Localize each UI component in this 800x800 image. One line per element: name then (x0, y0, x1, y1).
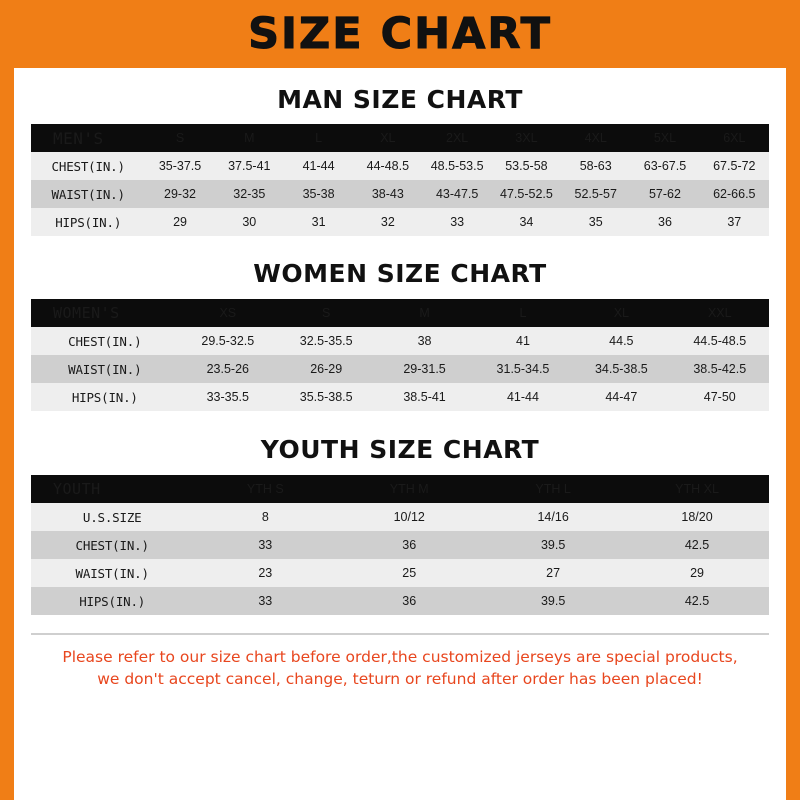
cell: 44-47 (605, 390, 638, 404)
col-header: S (322, 306, 331, 320)
cell: 44.5-48.5 (693, 334, 747, 348)
row-label: CHEST(IN.) (51, 158, 125, 174)
cell: 67.5-72 (713, 159, 756, 173)
row-label: WAIST(IN.) (51, 186, 125, 202)
footer-note (31, 633, 769, 691)
col-header: L (315, 131, 323, 145)
section-youth (31, 435, 769, 615)
cell: 39.5 (540, 594, 566, 608)
cell: 35-38 (302, 187, 335, 201)
col-header: YTH S (246, 482, 284, 496)
cell: 23.5-26 (206, 362, 249, 376)
cell: 48.5-53.5 (430, 159, 484, 173)
cell: 29 (173, 215, 187, 229)
cell: 38.5-42.5 (693, 362, 747, 376)
cell: 29-31.5 (403, 362, 446, 376)
cell: 25 (402, 566, 417, 580)
section-women (31, 259, 769, 411)
cell: 35-37.5 (158, 159, 202, 173)
table-row (31, 180, 769, 208)
cell: 37 (727, 215, 742, 229)
table-row (31, 383, 769, 411)
cell: 42.5 (684, 594, 710, 608)
table-row (31, 355, 769, 383)
cell: 38-43 (371, 187, 404, 201)
cell: 52.5-57 (574, 187, 617, 201)
row-label: U.S.SIZE (82, 509, 142, 525)
cell: 33 (258, 538, 273, 552)
table-row (31, 531, 769, 559)
cell: 39.5 (540, 538, 566, 552)
col-header: YOUTH (53, 480, 101, 498)
men-size-table (31, 124, 769, 236)
row-label: WAIST(IN.) (68, 361, 142, 377)
cell: 33-35.5 (206, 390, 249, 404)
col-header: XL (613, 306, 629, 320)
cell: 42.5 (684, 538, 710, 552)
row-label: HIPS(IN.) (55, 214, 122, 230)
cell: 38 (417, 334, 432, 348)
cell: 18/20 (681, 510, 713, 524)
cell: 33 (258, 594, 273, 608)
cell: 29.5-32.5 (201, 334, 255, 348)
cell: 43-47.5 (435, 187, 479, 201)
row-label: CHEST(IN.) (75, 537, 149, 553)
cell: 44.5 (609, 334, 634, 348)
cell: 53.5-58 (505, 159, 548, 173)
cell: 58-63 (579, 159, 612, 173)
cell: 44-48.5 (366, 159, 410, 173)
cell: 38.5-41 (403, 390, 446, 404)
cell: 31.5-34.5 (496, 362, 550, 376)
cell: 35 (588, 215, 603, 229)
cell: 29-32 (164, 187, 196, 201)
col-header: XXL (707, 306, 732, 320)
cell: 32.5-35.5 (299, 334, 353, 348)
cell: 57-62 (648, 187, 681, 201)
col-header: M (419, 306, 430, 320)
footer-note-line1: Please refer to our size chart before order,the customized jerseys are special products, (62, 648, 738, 666)
table-row (31, 327, 769, 355)
cell: 32 (380, 215, 395, 229)
cell: 10/12 (393, 510, 425, 524)
col-header: 3XL (515, 131, 538, 145)
cell: 23 (258, 566, 273, 580)
col-header: 6XL (723, 131, 746, 145)
row-label: CHEST(IN.) (68, 333, 142, 349)
row-label: HIPS(IN.) (71, 389, 138, 405)
footer-note-line2: we don't accept cancel, change, teturn or refund after order has been placed! (97, 670, 703, 689)
col-header: XS (219, 306, 237, 320)
col-header: L (519, 306, 527, 320)
women-size-table (31, 299, 769, 411)
cell: 27 (546, 566, 561, 580)
table-row (31, 587, 769, 615)
cell: 37.5-41 (228, 159, 271, 173)
col-header: M (244, 131, 255, 145)
col-header: WOMEN'S (53, 304, 120, 322)
table-row (31, 208, 769, 236)
col-header: 4XL (584, 131, 607, 145)
cell: 34.5-38.5 (594, 362, 648, 376)
section-title-men: MAN SIZE CHART (277, 85, 523, 114)
cell: 36 (658, 215, 672, 229)
row-label: HIPS(IN.) (79, 593, 146, 609)
cell: 47.5-52.5 (500, 187, 553, 201)
cell: 14/16 (537, 510, 569, 524)
youth-size-table (31, 475, 769, 615)
col-header: S (175, 131, 185, 145)
cell: 36 (402, 538, 417, 552)
table-row (31, 559, 769, 587)
cell: 41 (516, 334, 530, 348)
cell: 30 (242, 215, 257, 229)
cell: 62-66.5 (713, 187, 756, 201)
col-header: 5XL (653, 131, 677, 145)
col-header: YTH M (389, 482, 429, 496)
row-label: WAIST(IN.) (75, 565, 149, 581)
col-header: XL (380, 131, 396, 145)
table-header-row (31, 299, 769, 327)
table-header-row (31, 124, 769, 152)
cell: 34 (519, 215, 534, 229)
cell: 31 (311, 215, 326, 229)
table-row (31, 503, 769, 531)
cell: 47-50 (703, 390, 736, 404)
cell: 33 (450, 215, 465, 229)
cell: 41-44 (302, 159, 335, 173)
section-title-women: WOMEN SIZE CHART (253, 259, 547, 288)
col-header: YTH L (535, 482, 571, 496)
col-header: MEN'S (53, 128, 104, 148)
cell: 26-29 (310, 362, 343, 376)
section-men (31, 85, 769, 236)
cell: 32-35 (233, 187, 266, 201)
cell: 29 (690, 566, 704, 580)
cell: 35.5-38.5 (299, 390, 353, 404)
banner (0, 0, 800, 68)
cell: 36 (402, 594, 417, 608)
page-title: SIZE CHART (248, 8, 552, 59)
col-header: 2XL (446, 131, 469, 145)
table-header-row (31, 475, 769, 503)
table-row (31, 152, 769, 180)
section-title-youth: YOUTH SIZE CHART (260, 435, 540, 464)
cell: 41-44 (506, 390, 539, 404)
col-header: YTH XL (675, 482, 719, 496)
content (14, 68, 786, 800)
cell: 8 (261, 510, 269, 524)
cell: 63-67.5 (643, 159, 687, 173)
